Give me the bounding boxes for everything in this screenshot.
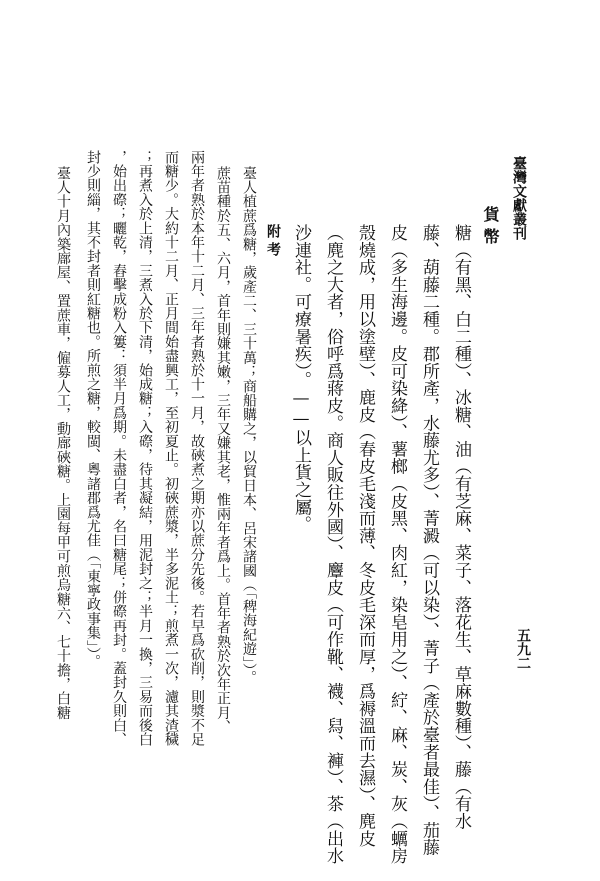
appendix-line: ；再煮入於上清，三煮入於下清，始成糖；入磜，待其凝結，用泥封之；半月一換，三易而後白 — [137, 150, 153, 747]
body-line: 藤、葫藤二種。郡所產，水藤尤多）、菁澱（可以染）、菁子（產於臺者最佳）、茄藤 — [419, 224, 439, 856]
section-title: 貨幣 — [481, 206, 500, 250]
appendix-line: 蔗苗種於五、六月，首年則嫌其嫩，三年又嫌其老，惟兩年者爲上。首年者熟於次年正月、 — [215, 166, 231, 734]
appendix-line: 封少則緇，其不封者則紅糖也。所煎之糖，較閩、粵諸郡爲尤佳（「東寧政事集」）。 — [85, 150, 101, 669]
body-line: 沙連社。可療暑疾）。——以上貨之屬。 — [291, 224, 311, 533]
running-header-title: 臺灣文獻叢刊 — [511, 156, 527, 240]
appendix-line: 臺人十月內築廍屋、置蔗車，僱募人工，動廍硤糖。上園每甲可煎烏糖六、七十擔，白糖 — [55, 166, 71, 720]
body-line: 糖（有黑、白二種）、冰糖、油（有芝麻、菜子、落花生、草麻數種）、藤（有水 — [451, 224, 471, 830]
appendix-line: 兩年者熟於本年十二月、三年者熟於十一月，故硤煮之期亦以蔗分先後。若早爲砍削，則漿不足 — [189, 150, 205, 747]
body-line: 皮（多生海邊。皮可染絳）、薯榔（皮黑、肉紅，染皂用之）、紵、麻、炭、灰（蠣房 — [387, 224, 407, 865]
appendix-title: 附考 — [265, 224, 281, 260]
body-line: （麂之大者，俗呼爲蔣皮。商人販往外國）、麞皮（可作靴、襪、舄、褲）、茶（出水 — [323, 224, 343, 865]
appendix-line: 臺人植蔗爲糖，歲產二、三十萬；商船購之，以貿日本、呂宋諸國（「稗海紀遊」）。 — [241, 166, 257, 685]
appendix-line: 而糖少。大約十二月、正月間始盡興工，至初夏止。初硤蔗漿，半多泥土；煎煮一次，濾其渣穢 — [163, 150, 179, 747]
page-number: 五九二 — [515, 628, 531, 670]
body-line: 殼燒成，用以塗壁）、鹿皮（春皮毛淺而薄、冬皮毛深而厚，爲褥溫而去濕）、麂皮 — [355, 224, 375, 848]
appendix-line: ，始出磜；曬乾，舂擊成粉入簍：須半月爲期。未盡白者，名曰糖尾；併磜再封。蓋封久則白、 — [111, 150, 127, 747]
